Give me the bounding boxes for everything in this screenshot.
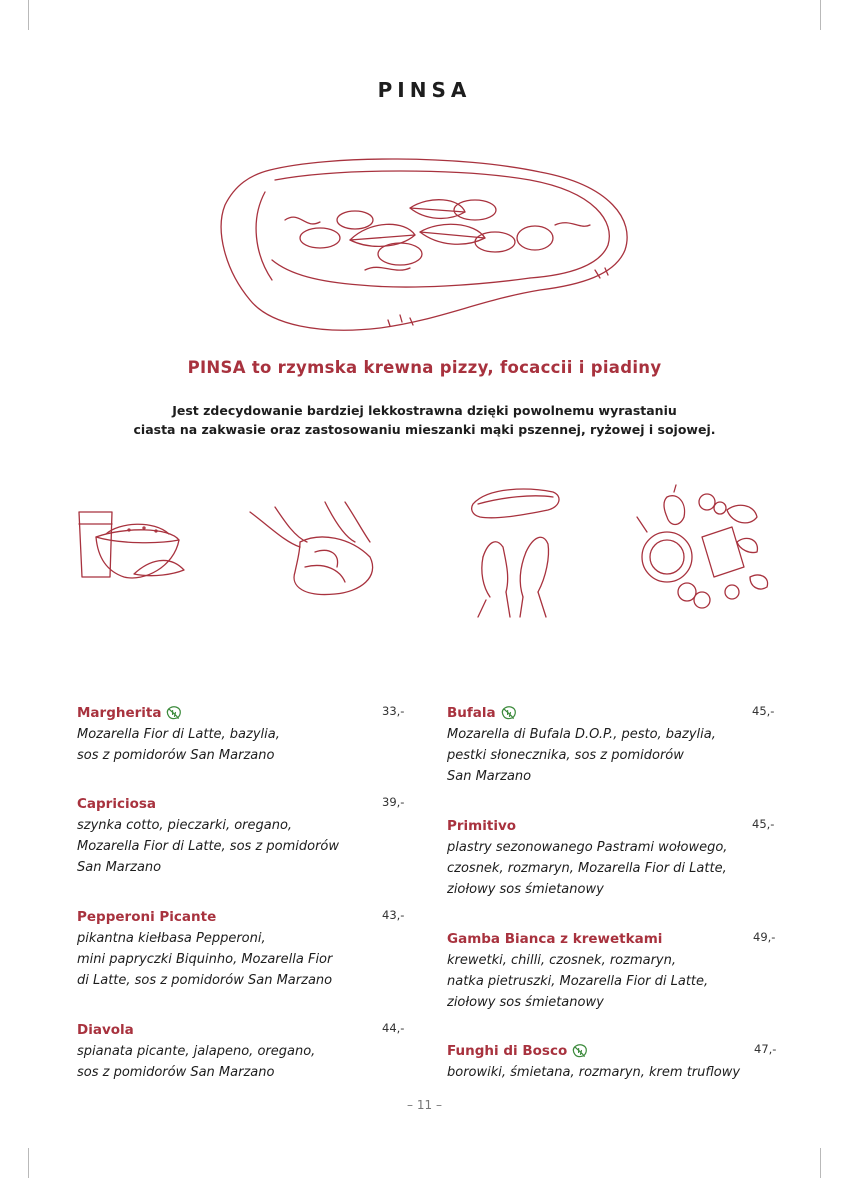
description-line: ziołowy sos śmietanowy: [447, 995, 604, 1010]
kneading-dough-icon: [245, 482, 385, 602]
item-name: Pepperoni Picante: [77, 909, 217, 925]
item-name: Funghi di Bosco: [447, 1043, 568, 1059]
item-description: [77, 1041, 403, 1083]
item-description: [447, 837, 773, 900]
description-line: sos z pomidorów San Marzano: [77, 1065, 275, 1080]
description-line: szynka cotto, pieczarki, oregano,: [77, 818, 293, 833]
item-price: 45,-: [752, 817, 775, 831]
menu-item: [447, 928, 776, 1013]
section-subtitle: PINSA to rzymska krewna pizzy, focaccii i piadiny: [187, 358, 662, 377]
description-line: ziołowy sos śmietanowy: [447, 882, 604, 897]
item-description: [77, 815, 403, 878]
description-line: pikantna kiełbasa Pepperoni,: [77, 931, 266, 946]
item-price: 49,-: [753, 930, 776, 944]
tossing-dough-icon: [468, 482, 568, 622]
crop-mark: [28, 0, 29, 30]
description-line: pestki słonecznika, sos z pomidorów: [447, 748, 684, 763]
description-line: czosnek, rozmaryn, Mozarella Fior di Latte,: [447, 861, 727, 876]
item-name: Gamba Bianca z krewetkami: [447, 931, 663, 947]
page-number: – 11 –: [407, 1098, 442, 1112]
item-description: [447, 1062, 773, 1083]
menu-item: [77, 1019, 403, 1083]
menu-item: [447, 815, 773, 900]
flour-bowl-icon: [74, 482, 194, 592]
ingredients-icon: [632, 482, 777, 612]
item-description: [447, 950, 773, 1013]
item-name: Primitivo: [447, 818, 517, 834]
crop-mark: [28, 1148, 29, 1178]
item-price: 47,-: [754, 1042, 777, 1056]
item-description: [77, 724, 403, 766]
menu-item: [447, 1040, 777, 1083]
menu-item: [77, 906, 403, 991]
vegetarian-leaf-icon: [572, 1043, 589, 1060]
description-line: San Marzano: [447, 769, 532, 784]
description-line: sos z pomidorów San Marzano: [77, 748, 275, 763]
crop-mark: [820, 0, 821, 30]
item-price: 44,-: [382, 1021, 405, 1035]
item-price: 45,-: [752, 704, 775, 718]
item-name: Bufala: [447, 705, 496, 721]
vegetarian-leaf-icon: [166, 705, 183, 722]
menu-item: [447, 702, 773, 787]
vegetarian-leaf-icon: [501, 705, 518, 722]
intro-line: ciasta na zakwasie oraz zastosowaniu mieszanki mąki pszennej, ryżowej i sojowej.: [133, 422, 716, 437]
item-name: Diavola: [77, 1022, 134, 1038]
menu-item: [77, 793, 403, 878]
description-line: Mozarella Fior di Latte, bazylia,: [77, 727, 280, 742]
description-line: krewetki, chilli, czosnek, rozmaryn,: [447, 953, 676, 968]
description-line: Mozarella Fior di Latte, sos z pomidorów: [77, 839, 340, 854]
item-price: 43,-: [382, 908, 405, 922]
item-description: [447, 724, 773, 787]
pizza-illustration: [210, 150, 640, 335]
description-line: San Marzano: [77, 860, 162, 875]
item-price: 33,-: [382, 704, 405, 718]
item-name: Capriciosa: [77, 796, 157, 812]
item-price: 39,-: [382, 795, 405, 809]
description-line: plastry sezonowanego Pastrami wołowego,: [447, 840, 728, 855]
intro-line: Jest zdecydowanie bardziej lekkostrawna dzięki powolnemu wyrastaniu: [172, 403, 677, 418]
description-line: natka pietruszki, Mozarella Fior di Latte,: [447, 974, 709, 989]
description-line: borowiki, śmietana, rozmaryn, krem truflowy: [447, 1065, 741, 1080]
crop-mark: [820, 1148, 821, 1178]
description-line: di Latte, sos z pomidorów San Marzano: [77, 973, 333, 988]
menu-item: [77, 702, 403, 766]
intro-text: [0, 401, 849, 439]
page-title: PINSA: [377, 78, 472, 102]
description-line: Mozarella di Bufala D.O.P., pesto, bazylia,: [447, 727, 716, 742]
item-description: [77, 928, 403, 991]
item-name: Margherita: [77, 705, 162, 721]
description-line: mini papryczki Biquinho, Mozarella Fior: [77, 952, 333, 967]
description-line: spianata picante, jalapeno, oregano,: [77, 1044, 316, 1059]
